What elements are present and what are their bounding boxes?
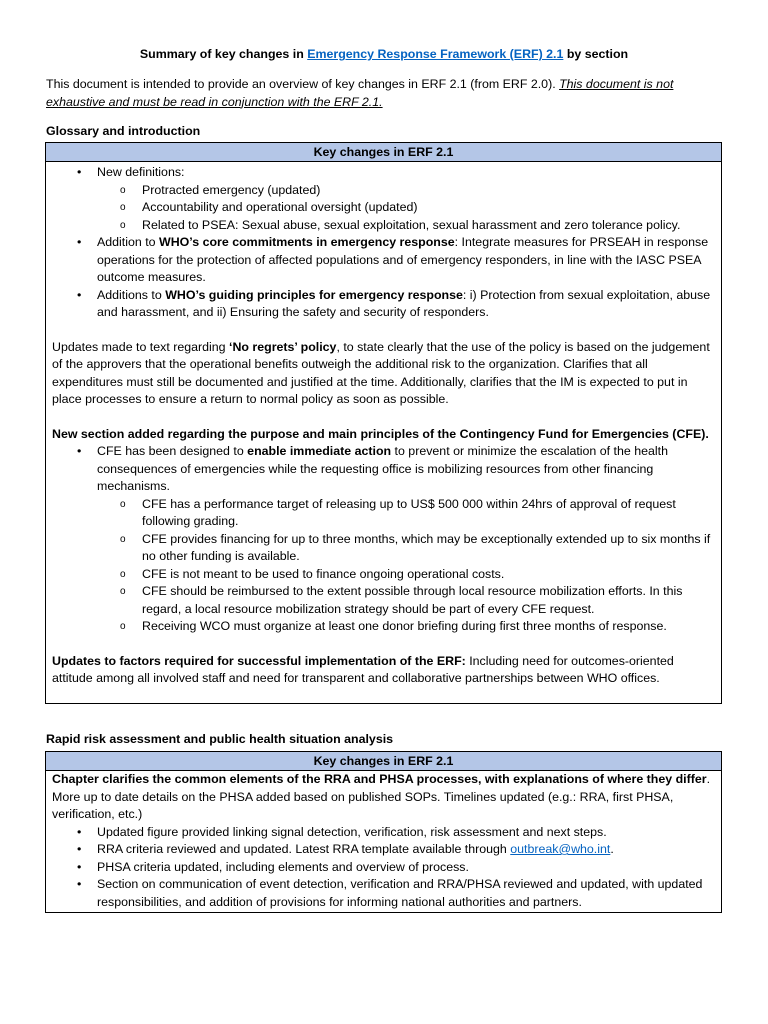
text: , to state clearly that the use of the policy is based on the judgement of the approvers that the operational benefits outweigh the additional risk to the organization. Clarifies that all expenditures must still be documented and justified at the time. Additionally, clarifies that the IM is expected to put in place processes to ensure a return to normal policy as soon as possible.	[52, 339, 710, 406]
spacer	[52, 322, 715, 339]
table-body	[46, 771, 721, 915]
list-item: o Protracted emergency (updated)	[97, 182, 715, 200]
spacer	[52, 409, 715, 426]
erf-link[interactable]: Emergency Response Framework (ERF) 2.1	[307, 47, 564, 61]
list-item: o CFE should be reimbursed to the extent possible through local resource mobilization efforts. In this regard, a local resource mobilization strategy should be part of every CFE request.	[97, 583, 715, 618]
bold-text: Chapter clarifies the common elements of the RRA and PHSA processes, with explanations of where they differ	[52, 772, 707, 786]
intro-paragraph	[46, 76, 726, 111]
list-item: o Receiving WCO must organize at least one donor briefing during first three months of response.	[97, 618, 715, 636]
bold-text: enable immediate action	[247, 444, 392, 458]
list-item: • PHSA criteria updated, including elements and overview of process.	[52, 859, 715, 877]
list-item	[52, 164, 715, 234]
factors-paragraph	[52, 653, 715, 688]
bold-text: WHO’s core commitments in emergency response	[159, 235, 455, 249]
title-prefix: Summary of key changes in	[139, 47, 308, 61]
document-title	[0, 46, 768, 64]
changes-table-rra	[45, 751, 722, 913]
list-item	[52, 234, 715, 287]
changes-table-glossary	[45, 142, 722, 704]
cfe-sublist	[97, 496, 715, 636]
section-heading-rra: Rapid risk assessment and public health situation analysis	[46, 732, 394, 746]
no-regrets-paragraph	[52, 339, 715, 409]
rra-list	[52, 824, 715, 912]
section-heading-glossary: Glossary and introduction	[46, 124, 201, 138]
list-item: • Updated figure provided linking signal detection, verification, risk assessment and next steps.	[52, 824, 715, 842]
intro-emphasis: This document is not exhaustive and must be read in conjunction with the ERF 2.1.	[46, 77, 674, 109]
list-item: • Section on communication of event detection, verification and RRA/PHSA reviewed and updated, with updated responsibilities, and addition of provisions for informing national authorities and partners.	[52, 876, 715, 911]
bold-text: Updates to factors required for successful implementation of the ERF:	[52, 653, 466, 668]
list-item: o Related to PSEA: Sexual abuse, sexual exploitation, sexual harassment and zero tolerance policy.	[97, 217, 715, 235]
text: to prevent or minimize the escalation of the health consequences of emergencies while the requesting office is mobilizing resources from other financing mechanisms.	[97, 444, 668, 493]
definitions-sublist	[97, 182, 715, 235]
title-suffix: by section	[563, 47, 629, 61]
list-item	[52, 443, 715, 636]
text: : Integrate measures for PRSEAH in response operations for the protection of affected populations and of emergency responders, in line with the IASC PSEA outcome measures.	[97, 235, 709, 284]
text: Updates made to text regarding	[52, 339, 230, 354]
text: Addition to	[97, 235, 159, 249]
table-header: Key changes in ERF 2.1	[46, 143, 721, 162]
list-item: o CFE has a performance target of releasing up to US$ 500 000 within 24hrs of approval of request following grading.	[97, 496, 715, 531]
list-item: o Accountability and operational oversight (updated)	[97, 199, 715, 217]
bold-text: WHO’s guiding principles for emergency response	[165, 287, 463, 302]
cfe-list	[52, 443, 715, 636]
bold-text: New section added regarding the purpose and main principles of the Contingency Fund for Emergencies (CFE).	[52, 426, 709, 441]
table-body	[46, 162, 721, 692]
cfe-heading	[52, 426, 715, 444]
definitions-label: New definitions:	[97, 165, 185, 179]
text: . More up to date details on the PHSA added based on published SOPs. Timelines updated (e.g.: RRA, first PHSA, verification, etc.)	[52, 772, 711, 821]
list-item: o CFE provides financing for up to three months, which may be exceptionally extended up to six months if no other funding is available.	[97, 531, 715, 566]
text: CFE has been designed to	[97, 444, 248, 458]
list-item: o CFE is not meant to be used to finance ongoing operational costs.	[97, 566, 715, 584]
text: Including need for outcomes-oriented attitude among all involved staff and need for transparent and collaborative partnerships between WHO offices.	[52, 653, 674, 685]
list-item	[52, 287, 715, 322]
table-header: Key changes in ERF 2.1	[46, 752, 721, 771]
bold-text: ‘No regrets’ policy	[229, 339, 337, 354]
outbreak-email-link[interactable]: outbreak@who.int	[510, 842, 611, 856]
spacer	[52, 636, 715, 653]
glossary-list	[52, 164, 715, 322]
text: .	[610, 842, 614, 856]
text: Additions to	[97, 287, 166, 302]
list-item	[52, 841, 715, 859]
text: RRA criteria reviewed and updated. Latest RRA template available through	[97, 842, 511, 856]
intro-text: This document is intended to provide an overview of key changes in ERF 2.1 (from ERF 2.0).	[46, 77, 560, 91]
rra-lead-paragraph	[52, 771, 715, 824]
text: : i) Protection from sexual exploitation, abuse and harassment, and ii) Ensuring the safety and security of responders.	[97, 287, 711, 319]
